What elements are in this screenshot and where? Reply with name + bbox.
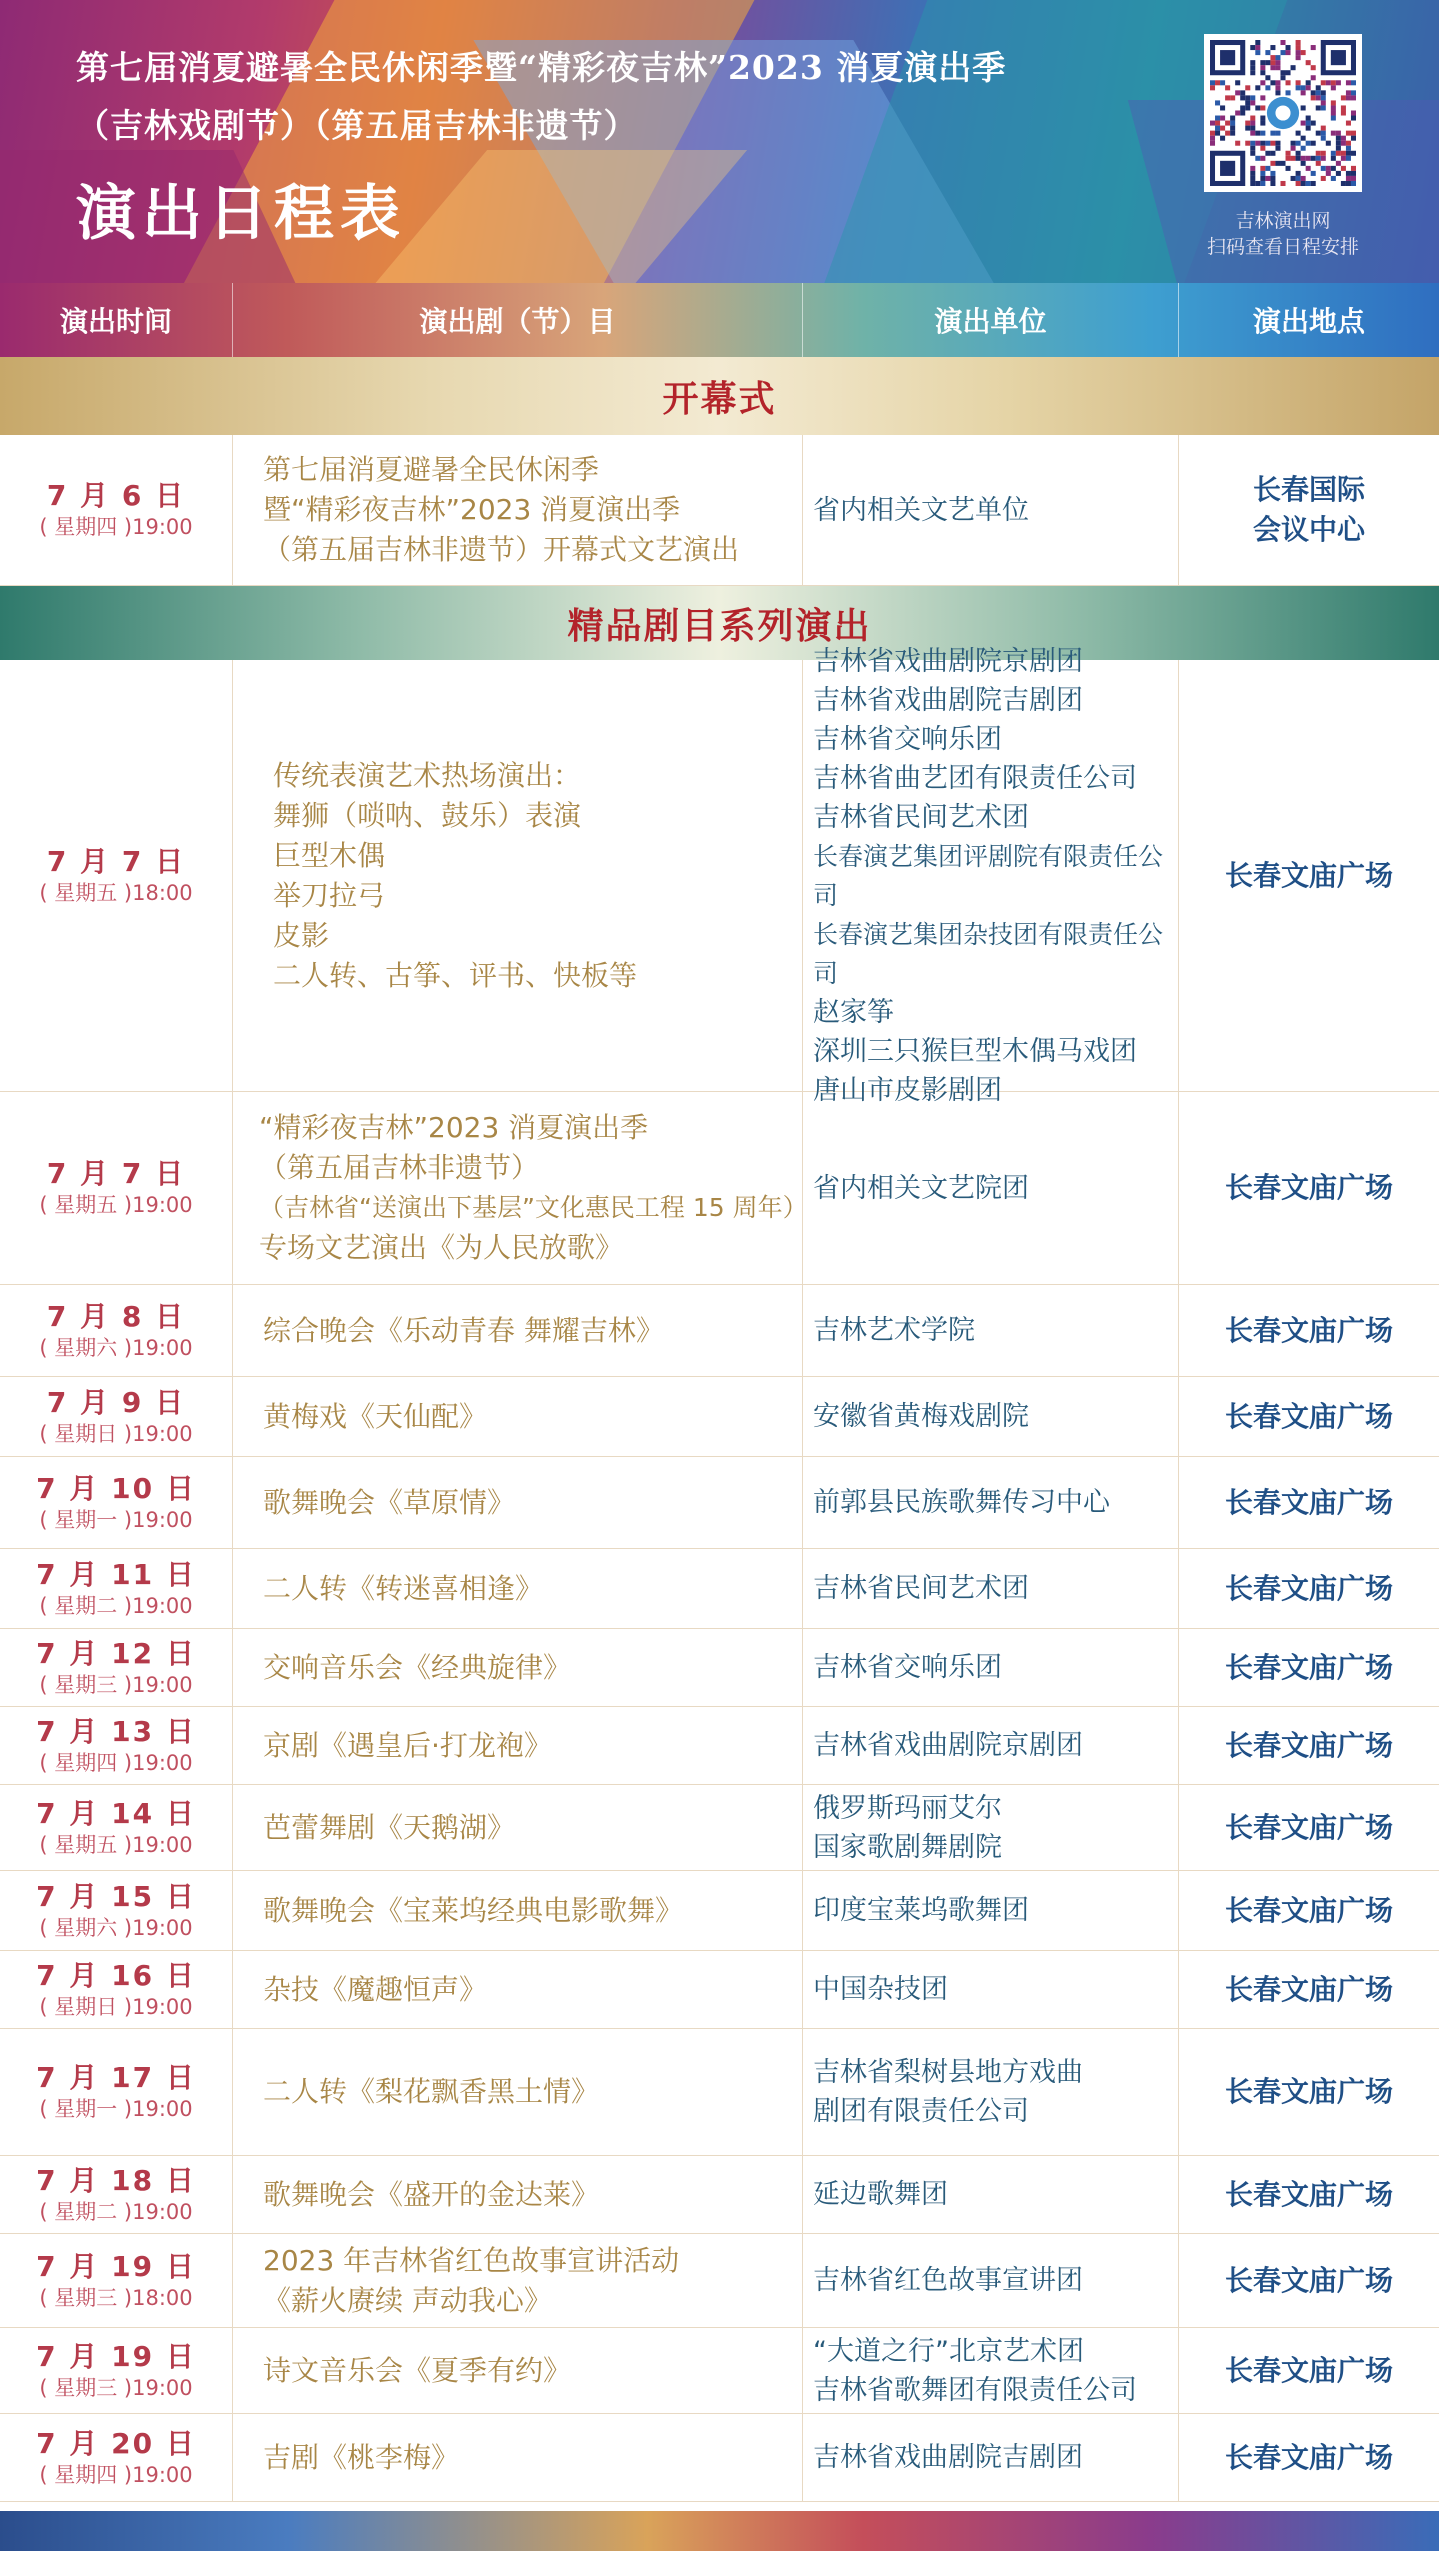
program-cell [233,1457,803,1548]
venue-line: 长春文庙广场 [1224,1650,1393,1684]
weekday-time-text: ( 星期日 )19:00 [39,1994,193,2019]
unit-cell [803,1785,1179,1870]
table-row [0,2029,1439,2156]
date-text: 7 月 18 日 [36,2163,196,2197]
unit-cell [803,2414,1179,2501]
weekday-time-text: ( 星期三 )19:00 [39,1672,193,1697]
weekday-time-text: ( 星期六 )19:00 [39,1915,193,1940]
program-cell [233,2328,803,2413]
date-cell [0,1549,233,1628]
table-row [0,1629,1439,1707]
program-line: 杂技《魔趣恒声》 [263,1972,488,2006]
venue-line: 会议中心 [1252,513,1365,546]
unit-cell [803,1285,1179,1376]
unit-line: 省内相关文艺院团 [813,1172,1029,1204]
weekday-time-text: ( 星期五 )19:00 [39,1832,193,1857]
page-title: 演出日程表 [76,179,406,249]
unit-cell [803,1951,1179,2028]
program-line: 暨“精彩夜吉林”2023 消夏演出季 [263,493,681,526]
unit-cell [803,2029,1179,2155]
program-cell [233,1549,803,1628]
program-line: 交响音乐会《经典旋律》 [263,1650,572,1684]
date-cell [0,1629,233,1706]
table-row [0,1457,1439,1549]
program-line: “精彩夜吉林”2023 消夏演出季 [259,1111,649,1144]
table-row [0,1707,1439,1785]
program-line: 芭蕾舞剧《天鹅湖》 [263,1810,516,1844]
weekday-time-text: ( 星期四 )19:00 [39,1750,193,1775]
program-cell [233,1377,803,1456]
venue-cell [1179,2328,1439,2413]
date-cell [0,1092,233,1284]
column-header-time: 演出时间 [0,283,233,357]
date-cell [0,1871,233,1950]
unit-line: 长春演艺集团杂技团有限责任公司 [813,919,1164,988]
venue-line: 长春文庙广场 [1224,2075,1393,2108]
weekday-time-text: ( 星期一 )19:00 [39,1507,193,1532]
unit-line: 吉林省戏曲剧院吉剧团 [813,684,1083,716]
qr-code-icon[interactable] [1204,34,1362,192]
program-line: 传统表演艺术热场演出： [273,758,582,792]
unit-line: 吉林省梨树县地方戏曲 [813,2057,1083,2088]
table-row [0,1549,1439,1629]
program-line: 专场文艺演出《为人民放歌》 [259,1231,624,1264]
program-line: 《薪火赓续 声动我心》 [263,2283,552,2317]
program-cell [233,435,803,585]
program-line: 第七届消夏避暑全民休闲季 [263,453,600,486]
footer-decor-strip [0,2511,1439,2551]
date-text: 7 月 6 日 [46,479,186,512]
unit-line: 吉林省红色故事宣讲团 [813,2265,1083,2296]
weekday-time-text: ( 星期四 )19:00 [39,515,193,539]
unit-cell [803,1457,1179,1548]
venue-cell [1179,1377,1439,1456]
qr-code-graphic [1210,40,1356,186]
banner-title-line1: 第七届消夏避暑全民休闲季暨“精彩夜吉林”2023 消夏演出季 [76,48,1007,87]
unit-line: 赵家筝 [813,996,894,1028]
unit-cell [803,2234,1179,2327]
program-cell [233,2414,803,2501]
date-text: 7 月 7 日 [46,1157,186,1190]
column-header-venue: 演出地点 [1252,305,1365,338]
date-text: 7 月 11 日 [36,1557,196,1591]
unit-line: 吉林艺术学院 [813,1315,975,1346]
table-header [0,283,1439,357]
unit-line: 吉林省交响乐团 [813,1652,1002,1683]
table-row [0,2156,1439,2234]
date-text: 7 月 10 日 [36,1471,196,1505]
table-row [0,2328,1439,2414]
date-cell [0,2328,233,2413]
program-line: 黄梅戏《天仙配》 [263,1399,488,1433]
program-line: 京剧《遇皇后·打龙袍》 [263,1728,552,1762]
weekday-time-text: ( 星期六 )19:00 [39,1335,193,1360]
program-cell [233,1707,803,1784]
column-header-unit: 演出单位 [803,283,1179,357]
weekday-time-text: ( 星期日 )19:00 [39,1421,193,1446]
unit-line: 俄罗斯玛丽艾尔 [813,1792,1002,1824]
weekday-time-text: ( 星期三 )18:00 [39,2285,193,2310]
program-cell [233,1092,808,1284]
program-line: 歌舞晚会《宝莱坞经典电影歌舞》 [263,1893,684,1927]
date-cell [0,1951,233,2028]
venue-line: 长春文庙广场 [1224,2263,1393,2297]
unit-cell [803,1871,1179,1950]
program-line: 吉剧《桃李梅》 [263,2440,460,2474]
venue-cell [1179,1871,1439,1950]
venue-line: 长春文庙广场 [1224,1485,1393,1519]
venue-line: 长春文庙广场 [1224,1893,1393,1927]
program-line: 歌舞晚会《盛开的金达莱》 [263,2177,600,2211]
venue-line: 长春文庙广场 [1224,2353,1393,2387]
date-cell [0,2234,233,2327]
venue-cell [1179,1629,1439,1706]
date-cell [0,1707,233,1784]
program-cell [233,1951,803,2028]
venue-line: 长春文庙广场 [1224,858,1393,892]
weekday-time-text: ( 星期三 )19:00 [39,2375,193,2400]
header-banner [0,0,1439,283]
section-title-series: 精品剧目系列演出 [0,586,1439,660]
unit-line: 吉林省戏曲剧院吉剧团 [813,2442,1083,2473]
program-line: 诗文音乐会《夏季有约》 [263,2353,572,2387]
program-line: 2023 年吉林省红色故事宣讲活动 [263,2243,680,2277]
weekday-time-text: ( 星期一 )19:00 [39,2097,193,2121]
date-text: 7 月 20 日 [36,2426,196,2460]
unit-line: 国家歌剧舞剧院 [813,1831,1002,1863]
opening-table [0,435,1439,586]
date-cell [0,1457,233,1548]
unit-line: 吉林省交响乐团 [813,723,1002,755]
date-text: 7 月 8 日 [46,1299,186,1333]
date-text: 7 月 13 日 [36,1714,196,1748]
venue-line: 长春国际 [1252,473,1365,506]
date-cell [0,1377,233,1456]
venue-line: 长春文庙广场 [1224,1972,1393,2006]
program-line: 巨型木偶 [273,838,386,872]
date-text: 7 月 14 日 [36,1796,196,1830]
table-row [0,645,1439,1106]
venue-line: 长春文庙广场 [1224,2440,1393,2474]
venue-cell [1179,1092,1439,1284]
unit-line: 唐山市皮影剧团 [813,1074,1002,1106]
program-line: 二人转《转迷喜相逢》 [263,1571,544,1605]
unit-line: 长春演艺集团评剧院有限责任公司 [813,841,1164,910]
unit-line: 剧团有限责任公司 [813,2096,1029,2127]
unit-line: 安徽省黄梅戏剧院 [813,1401,1029,1432]
venue-cell [1179,2414,1439,2501]
weekday-time-text: ( 星期五 )19:00 [39,1193,193,1217]
table-row [0,2414,1439,2502]
unit-line: 前郭县民族歌舞传习中心 [813,1487,1110,1518]
qr-caption-hint: 扫码查看日程安排 [1206,236,1359,258]
date-cell [0,2029,233,2155]
program-line: 二人转、古筝、评书、快板等 [273,958,638,992]
program-cell [233,1785,803,1870]
series-table [0,645,1439,2502]
date-text: 7 月 7 日 [46,844,186,878]
unit-line: 吉林省戏曲剧院京剧团 [813,645,1083,677]
unit-cell [803,1092,1179,1284]
venue-line: 长春文庙广场 [1224,1399,1393,1433]
venue-line: 长春文庙广场 [1224,1728,1393,1762]
unit-cell [803,2328,1179,2413]
venue-cell [1179,2156,1439,2233]
unit-cell [803,1377,1179,1456]
date-text: 7 月 17 日 [36,2061,196,2094]
venue-line: 长春文庙广场 [1224,1571,1393,1605]
unit-cell [803,435,1179,585]
unit-line: 吉林省戏曲剧院京剧团 [813,1730,1083,1761]
unit-line: 印度宝莱坞歌舞团 [813,1895,1029,1926]
program-line: 举刀拉弓 [273,878,386,912]
date-cell [0,660,233,1091]
program-cell [233,2234,803,2327]
unit-line: 吉林省歌舞团有限责任公司 [813,2374,1137,2406]
program-cell [233,1629,803,1706]
date-cell [0,435,233,585]
program-line: （第五届吉林非遗节）开幕式文艺演出 [263,533,740,566]
venue-cell [1179,1707,1439,1784]
table-row [0,1871,1439,1951]
program-cell [233,1871,803,1950]
date-cell [0,1285,233,1376]
unit-line: 中国杂技团 [813,1974,948,2005]
qr-caption-site: 吉林演出网 [1235,210,1331,232]
date-cell [0,2414,233,2501]
date-text: 7 月 12 日 [36,1636,196,1670]
program-cell [233,2156,803,2233]
venue-cell [1179,1785,1439,1870]
table-row [0,1285,1439,1377]
program-line: 二人转《梨花飘香黑土情》 [263,2075,600,2108]
unit-line: 吉林省民间艺术团 [813,801,1029,833]
program-line: 歌舞晚会《草原情》 [263,1485,516,1519]
unit-cell [803,645,1179,1106]
weekday-time-text: ( 星期四 )19:00 [39,2462,193,2487]
unit-line: 省内相关文艺单位 [813,494,1029,526]
section-title-opening: 开幕式 [0,357,1439,435]
table-row [0,1951,1439,2029]
program-line: （第五届吉林非遗节） [259,1151,540,1184]
venue-line: 长春文庙广场 [1224,1313,1393,1347]
date-text: 7 月 19 日 [36,2339,196,2373]
unit-line: 延边歌舞团 [813,2179,948,2210]
date-cell [0,1785,233,1870]
unit-cell [803,1707,1179,1784]
venue-line: 长春文庙广场 [1224,1171,1393,1204]
table-row [0,1377,1439,1457]
program-line: （吉林省“送演出下基层”文化惠民工程 15 周年） [259,1193,808,1222]
date-cell [0,2156,233,2233]
venue-line: 长春文庙广场 [1224,1810,1393,1844]
table-row [0,2234,1439,2328]
date-text: 7 月 19 日 [36,2249,196,2283]
venue-cell [1179,2234,1439,2327]
date-text: 7 月 9 日 [46,1385,186,1419]
program-cell [233,1285,803,1376]
venue-cell [1179,660,1439,1091]
unit-line: 吉林省民间艺术团 [813,1573,1029,1604]
weekday-time-text: ( 星期五 )18:00 [39,880,193,905]
table-row [0,435,1439,586]
venue-cell [1179,1549,1439,1628]
unit-cell [803,2156,1179,2233]
program-cell [233,660,803,1091]
unit-line: 深圳三只猴巨型木偶马戏团 [813,1035,1137,1067]
date-text: 7 月 16 日 [36,1958,196,1992]
venue-cell [1179,2029,1439,2155]
table-row [0,1785,1439,1871]
program-cell [233,2029,803,2155]
program-line: 综合晚会《乐动青春 舞耀吉林》 [263,1313,664,1347]
venue-line: 长春文庙广场 [1224,2177,1393,2211]
banner-title-line2: （吉林戏剧节）（第五届吉林非遗节） [76,106,638,145]
unit-cell [803,1549,1179,1628]
program-line: 舞狮（唢呐、鼓乐）表演 [273,798,582,832]
venue-cell [1179,1951,1439,2028]
venue-cell [1179,1285,1439,1376]
program-line: 皮影 [273,918,330,952]
unit-cell [803,1629,1179,1706]
column-header-program: 演出剧（节）目 [233,283,803,357]
unit-line: “大道之行”北京艺术团 [813,2335,1084,2367]
table-row [0,1092,1439,1285]
venue-cell [1179,1457,1439,1548]
date-text: 7 月 15 日 [36,1879,196,1913]
unit-line: 吉林省曲艺团有限责任公司 [813,762,1137,794]
venue-cell [1179,435,1439,585]
weekday-time-text: ( 星期二 )19:00 [39,1593,193,1618]
weekday-time-text: ( 星期二 )19:00 [39,2199,193,2224]
